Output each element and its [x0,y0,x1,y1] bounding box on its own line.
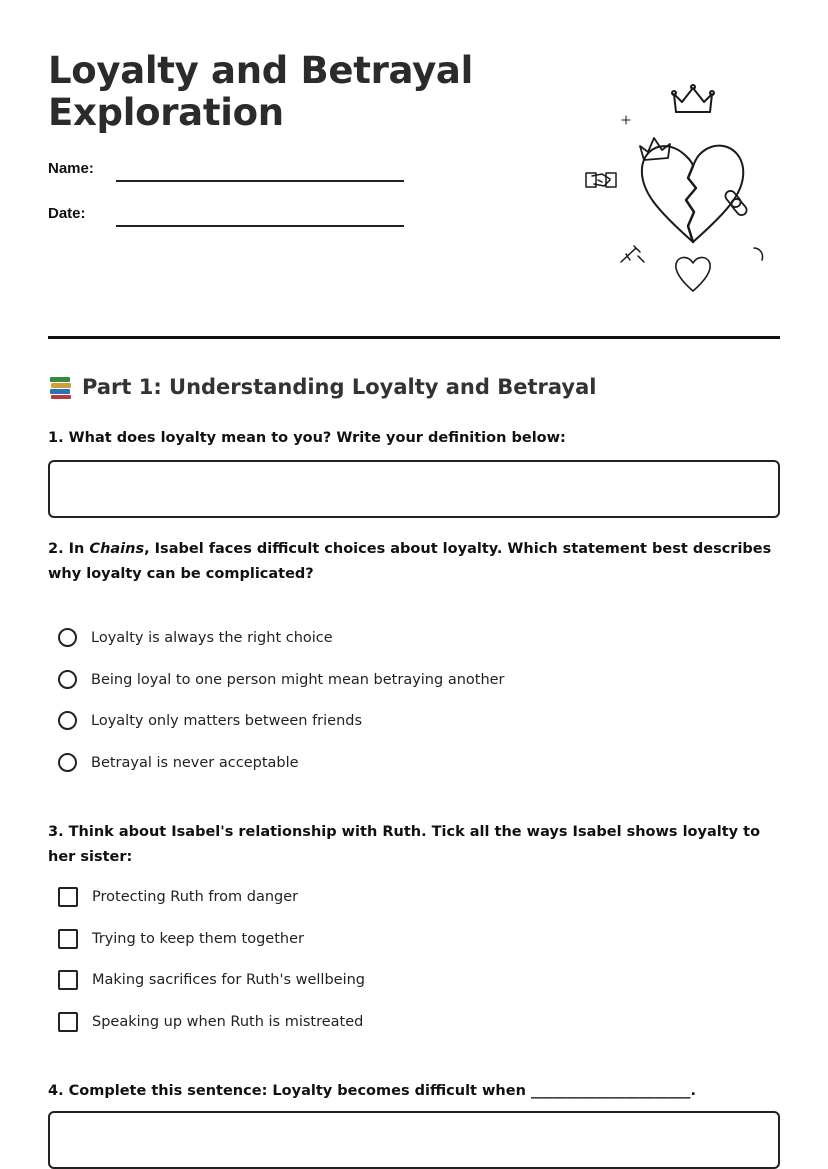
question-3: 3. Think about Isabel's relationship with Ruth. Tick all the ways Isabel shows loyalty to her sister: [48,824,761,865]
radio-button[interactable] [58,711,77,730]
date-label: Date: [48,205,86,222]
checkbox[interactable] [58,1012,78,1032]
q3-option[interactable] [58,1012,363,1032]
part1-heading [48,374,596,400]
handshake-icon [586,173,616,187]
q1-answer-box[interactable] [48,460,780,518]
question-1: 1. What does loyalty mean to you? Write your definition below: [48,430,566,446]
crown-icon [672,85,714,112]
q2-option[interactable] [58,670,505,689]
page-title: Loyalty and Betrayal Exploration [48,49,473,134]
chain-link-icon [723,189,748,217]
q2-suffix: , Isabel faces difficult choices about loyalty. Which statement best describes why loyalty can be complicated? [48,541,772,582]
sparkle-icon [622,116,630,124]
q3-option[interactable] [58,887,298,907]
option-label: Loyalty only matters between friends [91,712,363,729]
arc-icon [754,248,763,260]
option-label: Being loyal to one person might mean betraying another [91,671,505,688]
q2-option[interactable] [58,753,299,772]
worksheet-page [48,0,780,1118]
broken-heart-icon [642,146,743,242]
option-label: Loyalty is always the right choice [91,629,333,646]
checkbox[interactable] [58,929,78,949]
part1-heading-text: Part 1: Understanding Loyalty and Betrayal [82,375,597,399]
radio-button[interactable] [58,628,77,647]
radio-button[interactable] [58,670,77,689]
radio-button[interactable] [58,753,77,772]
checkbox[interactable] [58,887,78,907]
loyalty-illustration [528,76,768,306]
option-label: Speaking up when Ruth is mistreated [92,1014,364,1030]
option-label: Making sacrifices for Ruth's wellbeing [92,972,365,988]
date-field[interactable] [116,225,404,227]
q2-option[interactable] [58,628,333,647]
question-4: 4. Complete this sentence: Loyalty becomes difficult when ______________________. [48,1083,696,1099]
section-divider [48,336,780,339]
heart-outline-icon [676,257,710,291]
name-field[interactable] [116,180,404,182]
q3-option[interactable] [58,970,365,990]
q2-prefix: 2. In [48,541,90,557]
option-label: Trying to keep them together [92,931,304,947]
question-2 [48,537,780,587]
q2-book-title: Chains [89,541,145,557]
q4-answer-box[interactable] [48,1111,780,1169]
q2-option[interactable] [58,711,362,730]
name-label: Name: [48,160,94,177]
option-label: Protecting Ruth from danger [92,889,299,905]
option-label: Betrayal is never acceptable [91,754,299,771]
dagger-icon [621,246,644,262]
books-icon [48,374,74,400]
checkbox[interactable] [58,970,78,990]
q3-option[interactable] [58,929,304,949]
